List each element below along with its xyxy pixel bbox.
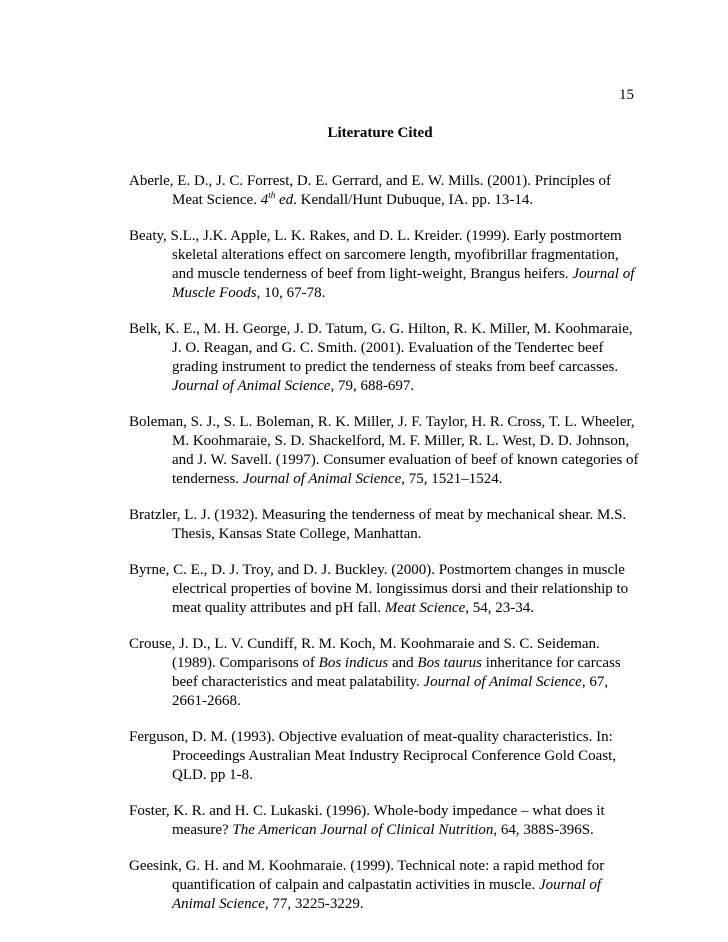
reference-entry: Boleman, S. J., S. L. Boleman, R. K. Miller, J. F. Taylor, H. R. Cross, T. L. Wheeler, M. Koohmaraie, S. D. Shackelford, M. F. Miller, R. L. West, D. D. Johnson, and J. W. Savell. (1997). Consumer evaluation of beef of known categories of tenderness. Journal of Animal Science, 75, 1521–1524. [129,414,639,487]
section-title: Literature Cited [327,125,433,141]
reference-entry: Aberle, E. D., J. C. Forrest, D. E. Gerrard, and E. W. Mills. (2001). Principles of Meat Science. 4th ed. Kendall/Hunt Dubuque, IA. pp. 13-14. [129,173,612,208]
reference-entry: Belk, K. E., M. H. George, J. D. Tatum, G. G. Hilton, R. K. Miller, M. Koohmaraie, J. O. Reagan, and G. C. Smith. (2001). Evaluation of the Tendertec beef grading instrument to predict the tenderness of steaks from beef carcasses. Journal of Animal Science, 79, 688-697. [129,321,633,394]
reference-list [129,172,639,931]
reference-entry: Beaty, S.L., J.K. Apple, L. K. Rakes, and D. L. Kreider. (1999). Early postmortem skeletal alterations effect on sarcomere length, myofibrillar fragmentation, and muscle tenderness of beef from light-weight, Brangus heifers. Journal of Muscle Foods, 10, 67-78. [129,228,635,301]
reference-entry: Byrne, C. E., D. J. Troy, and D. J. Buckley. (2000). Postmortem changes in muscle electrical properties of bovine M. longissimus dorsi and their relationship to meat quality attributes and pH fall. Meat Science, 54, 23-34. [129,562,629,616]
page-number: 15 [619,87,634,103]
reference-entry: Bratzler, L. J. (1932). Measuring the tenderness of meat by mechanical shear. M.S. Thesis, Kansas State College, Manhattan. [129,507,627,542]
reference-entry: Crouse, J. D., L. V. Cundiff, R. M. Koch, M. Koohmaraie and S. C. Seideman. (1989). Comparisons of Bos indicus and Bos taurus inheritance for carcass beef characteristics and meat palatability. Journal of Animal Science, 67, 2661-2668. [129,636,621,709]
reference-entry: Geesink, G. H. and M. Koohmaraie. (1999). Technical note: a rapid method for quantification of calpain and calpastatin activities in muscle. Journal of Animal Science, 77, 3225-3229. [129,858,605,912]
reference-entry: Ferguson, D. M. (1993). Objective evaluation of meat-quality characteristics. In: Proceedings Australian Meat Industry Reciprocal Conference Gold Coast, QLD. pp 1-8. [129,729,617,783]
reference-entry: Foster, K. R. and H. C. Lukaski. (1996). Whole-body impedance – what does it measure? The American Journal of Clinical Nutrition, 64, 388S-396S. [129,803,605,838]
